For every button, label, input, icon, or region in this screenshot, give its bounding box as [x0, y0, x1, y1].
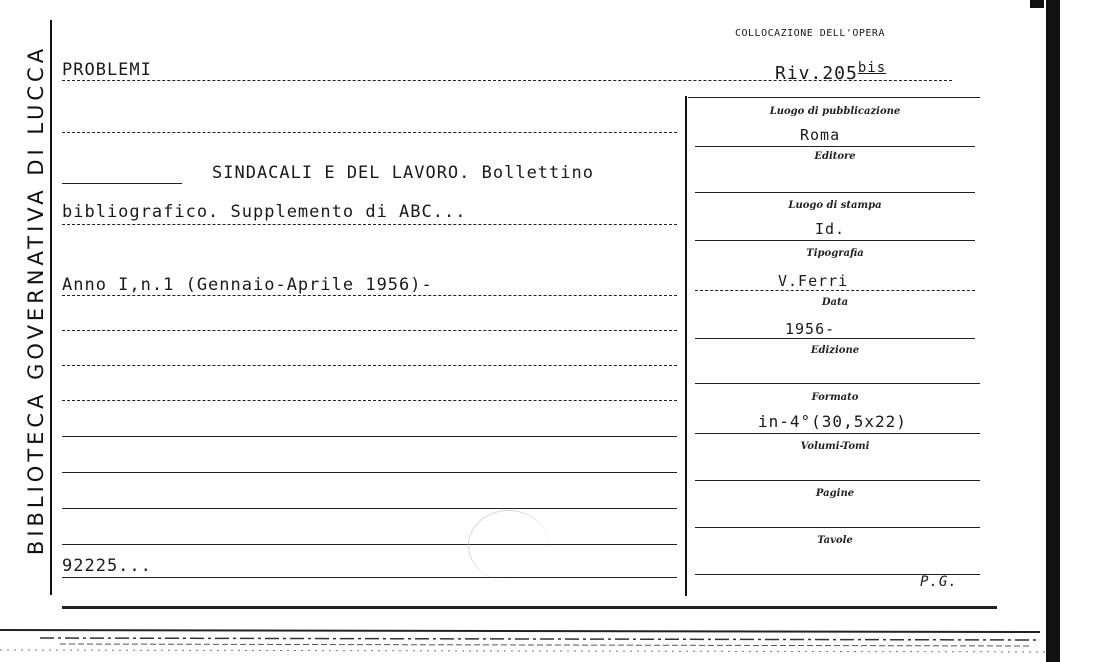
title-line-2: SINDACALI E DEL LAVORO. Bollettino	[212, 163, 594, 183]
rule-blank-4	[62, 400, 677, 401]
issue-line: Anno I,n.1 (Gennaio-Aprile 1956)-	[62, 275, 433, 295]
title-line-3: bibliografico. Supplemento di ABC...	[62, 202, 467, 222]
rule-blank-1	[62, 132, 677, 133]
scan-right-edge	[1046, 0, 1104, 662]
card-bottom-edge	[62, 606, 997, 609]
rule-blank-6	[62, 472, 677, 473]
rule-blank-5	[62, 436, 677, 437]
rule-blank-8	[62, 544, 677, 545]
rule-luogo-stampa	[695, 240, 975, 241]
data-label: Data	[821, 297, 849, 308]
pagine-label: Pagine	[815, 488, 855, 499]
data-value: 1956-	[785, 320, 836, 338]
shelfmark-main: Riv.205	[775, 63, 858, 84]
volumi-tomi-label: Volumi-Tomi	[800, 441, 870, 452]
scan-corner-mark	[1030, 0, 1044, 8]
shelfmark-suffix: bis	[857, 60, 887, 76]
luogo-pubblicazione-label: Luogo di pubblicazione	[769, 106, 901, 117]
accession-number: 92225...	[62, 556, 152, 576]
edizione-label: Edizione	[810, 345, 860, 356]
library-name-text: BIBLIOTECA GOVERNATIVA DI LUCCA	[24, 44, 48, 556]
formato-label: Formato	[811, 392, 859, 403]
rule-formato	[695, 433, 980, 434]
corner-mark: P.G.	[920, 574, 958, 590]
rule-data	[695, 338, 975, 339]
rule-title	[62, 80, 952, 81]
rule-title-3	[62, 224, 677, 225]
collocazione-header: COLLOCAZIONE DELL'OPERA	[735, 28, 885, 39]
rule-tipografia	[695, 290, 975, 291]
formato-value: in-4°(30,5x22)	[758, 412, 907, 431]
rule-blank-7	[62, 508, 677, 509]
rule-luogo-pubblicazione	[695, 146, 975, 147]
rule-blank-2	[62, 330, 677, 331]
tipografia-value: V.Ferri	[778, 272, 849, 290]
editore-label: Editore	[814, 151, 856, 162]
rule-issue	[62, 295, 677, 296]
rule-accession	[62, 577, 677, 578]
left-margin-rule	[50, 20, 52, 595]
rule-indent	[62, 183, 182, 184]
rule-blank-3	[62, 365, 677, 366]
luogo-pubblicazione-value: Roma	[800, 126, 841, 144]
rule-right-top	[688, 97, 980, 98]
stain-mark	[468, 510, 549, 581]
tavole-label: Tavole	[817, 535, 853, 546]
rule-pagine	[695, 527, 980, 528]
rule-volumi	[695, 480, 980, 481]
rule-edizione	[695, 383, 980, 384]
tipografia-label: Tipografia	[806, 248, 864, 259]
scan-bottom-strip	[0, 618, 1104, 662]
column-divider	[685, 96, 687, 596]
luogo-stampa-label: Luogo di stampa	[788, 200, 882, 211]
title-word: PROBLEMI	[62, 60, 152, 80]
rule-editore	[695, 192, 975, 193]
luogo-stampa-value: Id.	[815, 220, 846, 238]
